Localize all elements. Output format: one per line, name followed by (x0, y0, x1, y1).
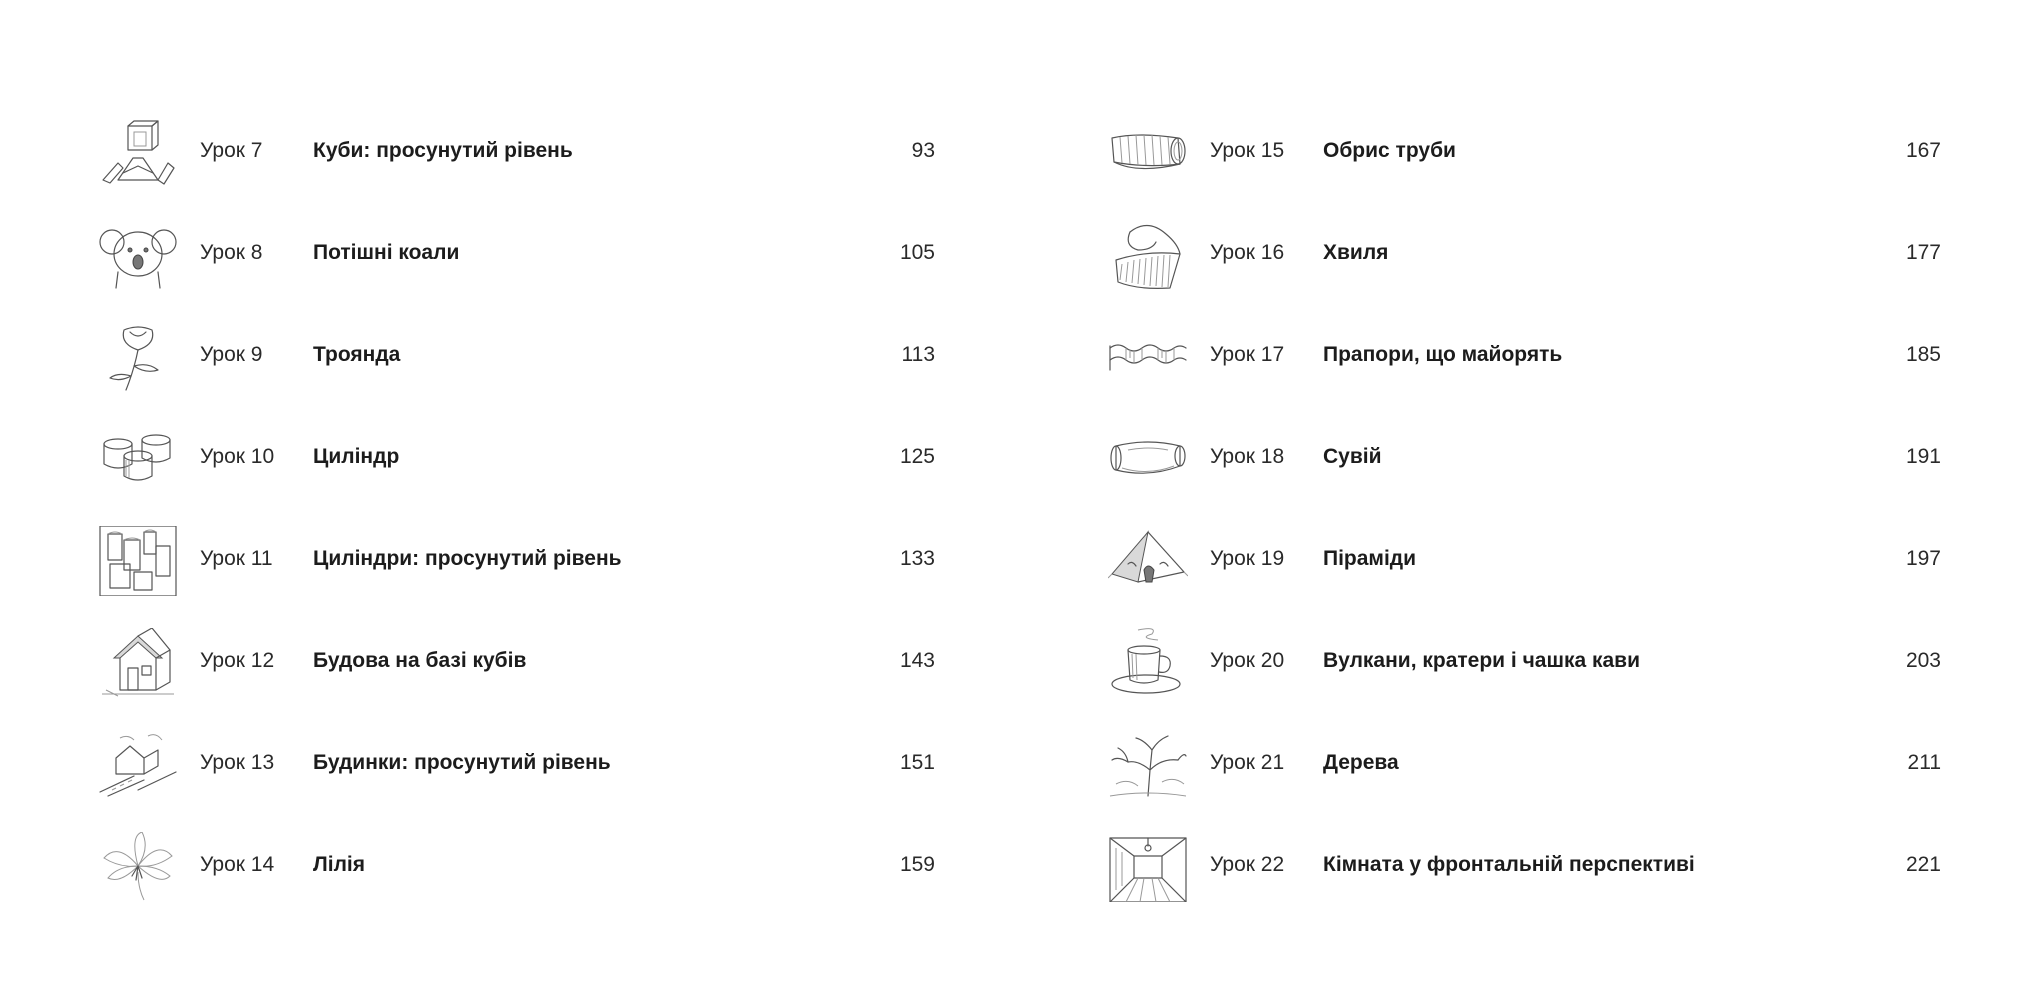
toc-entry[interactable] (98, 612, 938, 714)
page-number: 191 (1905, 445, 1941, 468)
toc-entry[interactable] (98, 306, 938, 408)
toc-entry[interactable] (1108, 204, 1948, 306)
toc-entry[interactable] (1108, 306, 1948, 408)
page-number: 113 (901, 343, 935, 366)
page-number: 125 (899, 445, 935, 468)
wave-sketch-icon (1108, 220, 1188, 290)
lesson-title: Сувій (1323, 445, 1382, 468)
lesson-title: Лілія (313, 853, 365, 876)
toc-entry[interactable] (98, 714, 938, 816)
tree-sketch-icon (1108, 730, 1188, 800)
page-number: 159 (899, 853, 935, 876)
lesson-number: Урок 10 (200, 445, 275, 468)
page-number: 197 (1905, 547, 1941, 570)
lesson-number: Урок 15 (1210, 139, 1285, 162)
toc-entry[interactable] (98, 816, 938, 918)
flags-sketch-icon (1108, 322, 1188, 392)
lesson-number: Урок 11 (200, 547, 273, 570)
cylinder-sketch-icon (98, 424, 178, 494)
toc-entry[interactable] (1108, 816, 1948, 918)
lesson-number: Урок 9 (200, 343, 263, 366)
lesson-title: Потішні коали (313, 241, 460, 264)
lesson-number: Урок 14 (200, 853, 275, 876)
lesson-title: Піраміди (1323, 547, 1417, 570)
page-number: 185 (1905, 343, 1941, 366)
lesson-number: Урок 16 (1210, 241, 1285, 264)
toc-entry[interactable] (1108, 510, 1948, 612)
page-number: 105 (899, 241, 935, 264)
page-number: 143 (899, 649, 935, 672)
lesson-number: Урок 7 (200, 139, 263, 162)
room-perspective-sketch-icon (1108, 832, 1188, 902)
pyramid-sketch-icon (1108, 526, 1188, 596)
lesson-number: Урок 19 (1210, 547, 1285, 570)
lesson-title: Будова на базі кубів (313, 649, 527, 672)
toc-column-right (1108, 102, 1948, 918)
scroll-sketch-icon (1108, 424, 1188, 494)
page-number: 133 (899, 547, 935, 570)
lesson-number: Урок 18 (1210, 445, 1285, 468)
lesson-title: Будинки: просунутий рівень (313, 751, 611, 774)
koala-sketch-icon (98, 220, 178, 290)
page-number: 203 (1905, 649, 1941, 672)
page-number: 221 (1905, 853, 1941, 876)
lesson-number: Урок 13 (200, 751, 275, 774)
page-number: 167 (1905, 139, 1941, 162)
toc-entry[interactable] (98, 408, 938, 510)
toc-entry[interactable] (98, 204, 938, 306)
houses-sketch-icon (98, 730, 178, 800)
lesson-title: Циліндр (313, 445, 400, 468)
cube-house-sketch-icon (98, 628, 178, 698)
toc-column-left (98, 102, 938, 918)
lesson-title: Троянда (313, 343, 401, 366)
tube-sketch-icon (1108, 118, 1188, 188)
cylinders-advanced-sketch-icon (98, 526, 178, 596)
lesson-number: Урок 12 (200, 649, 275, 672)
page-number: 177 (1905, 241, 1941, 264)
lesson-number: Урок 8 (200, 241, 263, 264)
cubes-sketch-icon (98, 118, 178, 188)
lesson-number: Урок 20 (1210, 649, 1285, 672)
lesson-title: Обрис труби (1323, 139, 1456, 162)
page-number: 93 (911, 139, 935, 162)
lesson-title: Прапори, що майорять (1323, 343, 1563, 366)
lesson-title: Дерева (1323, 751, 1399, 774)
coffee-cup-sketch-icon (1108, 628, 1188, 698)
lesson-title: Вулкани, кратери і чашка кави (1323, 649, 1640, 672)
lesson-title: Куби: просунутий рівень (313, 139, 573, 162)
lesson-number: Урок 17 (1210, 343, 1285, 366)
toc-entry[interactable] (1108, 714, 1948, 816)
page-number: 151 (899, 751, 935, 774)
lesson-number: Урок 22 (1210, 853, 1285, 876)
toc-entry[interactable] (1108, 408, 1948, 510)
toc-entry[interactable] (1108, 612, 1948, 714)
lesson-title: Хвиля (1323, 241, 1389, 264)
lesson-title: Кімната у фронтальній перспективі (1323, 853, 1695, 876)
page-number: 211 (1907, 751, 1941, 774)
toc-entry[interactable] (98, 510, 938, 612)
rose-sketch-icon (98, 322, 178, 392)
lesson-title: Циліндри: просунутий рівень (313, 547, 622, 570)
lily-sketch-icon (98, 832, 178, 902)
lesson-number: Урок 21 (1210, 751, 1285, 774)
toc-entry[interactable] (98, 102, 938, 204)
toc-entry[interactable] (1108, 102, 1948, 204)
